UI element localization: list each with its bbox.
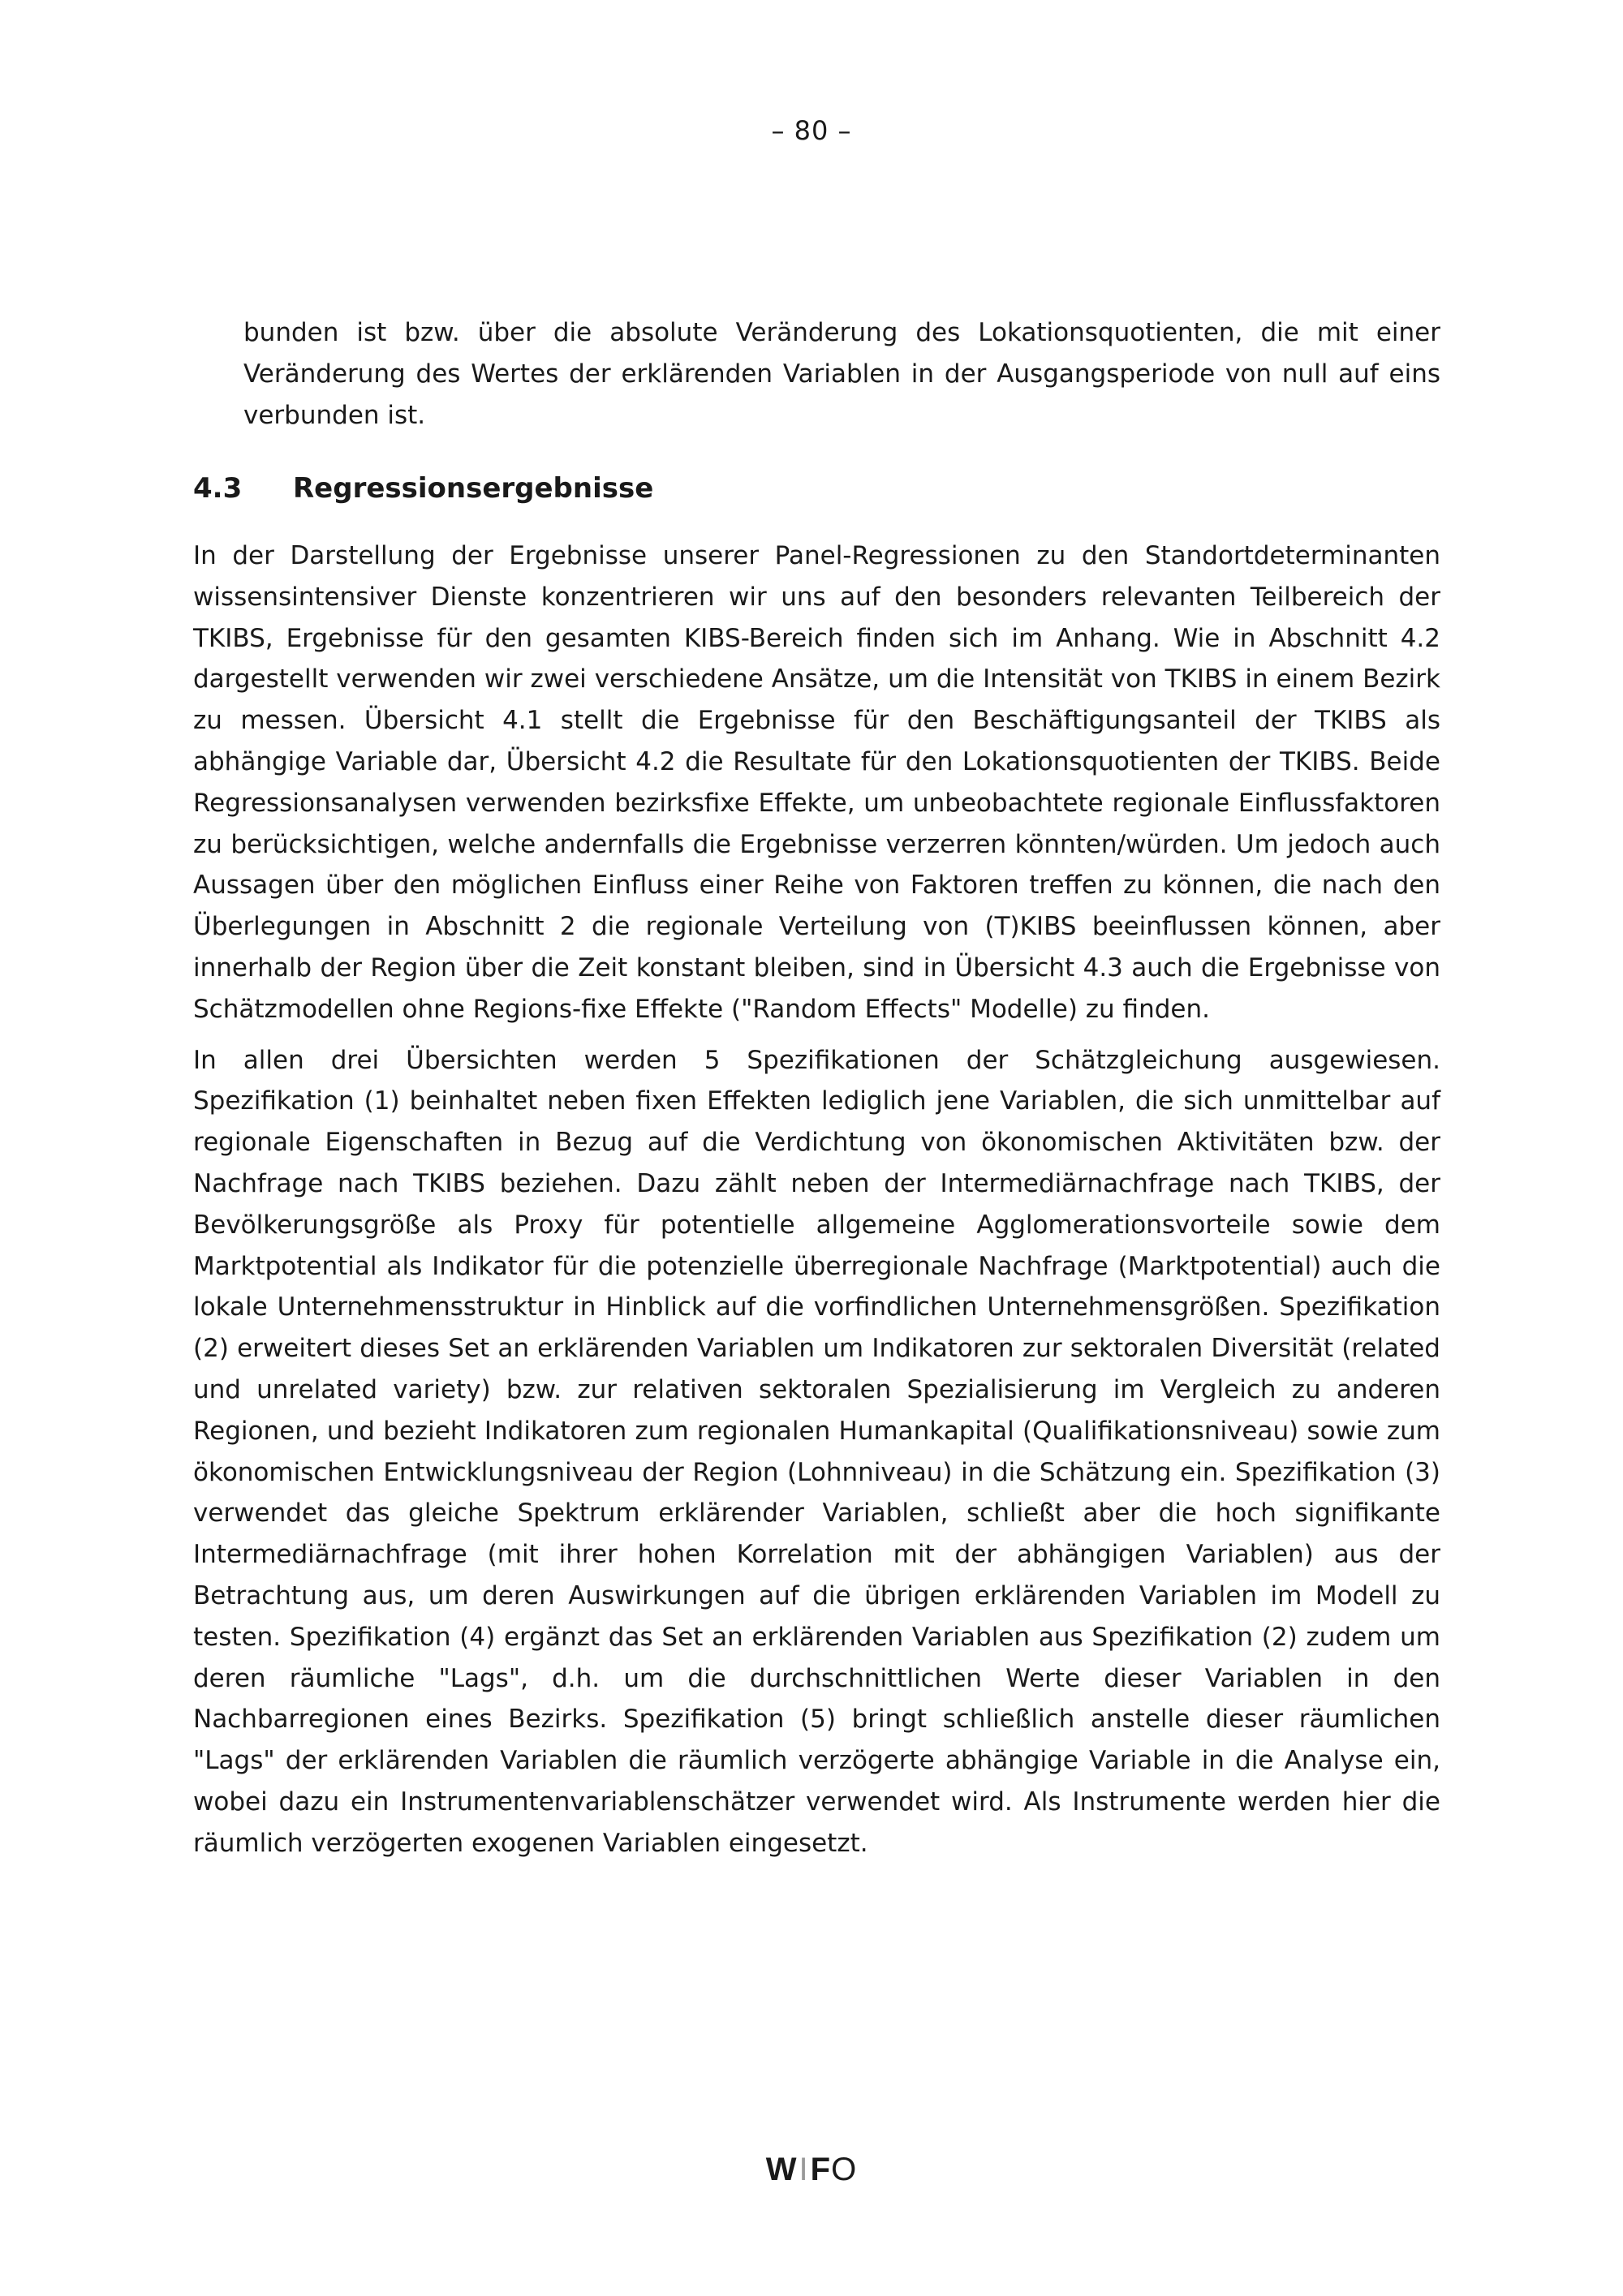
section-title: Regressionsergebnisse [293, 472, 654, 505]
logo-letter-f: F [810, 2152, 832, 2187]
logo-letter-i: I [799, 2152, 809, 2187]
wifo-logo [0, 2152, 1623, 2188]
body-text [193, 535, 1440, 1874]
page-number: – 80 – [771, 115, 852, 146]
logo-letter-o: O [831, 2152, 858, 2187]
section-heading [193, 472, 1443, 505]
section-number: 4.3 [193, 472, 243, 505]
continuation-paragraph: bunden ist bzw. über die absolute Veränderung des Lokationsquotienten, die mit einer Veränderung des Wertes der erklärenden Variablen in der Ausgangsperiode von null auf eins verbunden ist. [243, 318, 1440, 430]
logo-letter-w: W [765, 2152, 798, 2187]
paragraph: In allen drei Übersichten werden 5 Spezifikationen der Schätzgleichung ausgewiesen. Spezifikation (1) beinhaltet neben fixen Effekten lediglich jene Variablen, die sich unmittelbar auf regionale Eigenschaften in Bezug auf die Verdichtung von ökonomischen Aktivitäten bzw. der Nachfrage nach TKIBS beziehen. Dazu zählt neben der Intermediärnachfrage nach TKIBS, der Bevölkerungsgröße als Proxy für potentielle allgemeine Agglomerationsvorteile sowie dem Marktpotential als Indikator für die potenzielle überregionale Nachfrage (Marktpotential) auch die lokale Unternehmensstruktur in Hinblick auf die vorfindlichen Unternehmensgrößen. Spezifikation (2) erweitert dieses Set an erklärenden Variablen um Indikatoren zur sektoralen Diversität (related und unrelated variety) bzw. zur relativen sektoralen Spezialisierung im Vergleich zu anderen Regionen, und bezieht Indikatoren zum regionalen Humankapital (Qualifikationsniveau) sowie zum ökonomischen Entwicklungsniveau der Region (Lohnniveau) in die Schätzung ein. Spezifikation (3) verwendet das gleiche Spektrum erklärender Variablen, schließt aber die hoch signifikante Intermediärnachfrage (mit ihrer hohen Korrelation mit der abhängigen Variablen) aus der Betrachtung aus, um deren Auswirkungen auf die übrigen erklärenden Variablen im Modell zu testen. Spezifikation (4) ergänzt das Set an erklärenden Variablen aus Spezifikation (2) zudem um deren räumliche "Lags", d.h. um die durchschnittlichen Werte dieser Variablen in den Nachbarregionen eines Bezirks. Spezifikation (5) bringt schließlich anstelle dieser räumlichen "Lags" der erklärenden Variablen die räumlich verzögerte abhängige Variable in die Analyse ein, wobei dazu ein Instrumentenvariablenschätzer verwendet wird. Als Instrumente werden hier die räumlich verzögerten exogenen Variablen eingesetzt. [193, 1045, 1440, 1858]
paragraph: In der Darstellung der Ergebnisse unserer Panel-Regressionen zu den Standortdeterminanten wissensintensiver Dienste konzentrieren wir uns auf den besonders relevanten Teilbereich der TKIBS, Ergebnisse für den gesamten KIBS-Bereich finden sich im Anhang. Wie in Abschnitt 4.2 dargestellt verwenden wir zwei verschiedene Ansätze, um die Intensität von TKIBS in einem Bezirk zu messen. Übersicht 4.1 stellt die Ergebnisse für den Beschäftigungsanteil der TKIBS als abhängige Variable dar, Übersicht 4.2 die Resultate für den Lokationsquotienten der TKIBS. Beide Regressionsanalysen verwenden bezirksfixe Effekte, um unbeobachtete regionale Einflussfaktoren zu berücksichtigen, welche andernfalls die Ergebnisse verzerren könnten/würden. Um jedoch auch Aussagen über den möglichen Einfluss einer Reihe von Faktoren treffen zu können, die nach den Überlegungen in Abschnitt 2 die regionale Verteilung von (T)KIBS beeinflussen können, aber innerhalb der Region über die Zeit konstant bleiben, sind in Übersicht 4.3 auch die Ergebnisse von Schätzmodellen ohne Regions-fixe Effekte ("Random Effects" Modelle) zu finden. [193, 541, 1440, 1024]
